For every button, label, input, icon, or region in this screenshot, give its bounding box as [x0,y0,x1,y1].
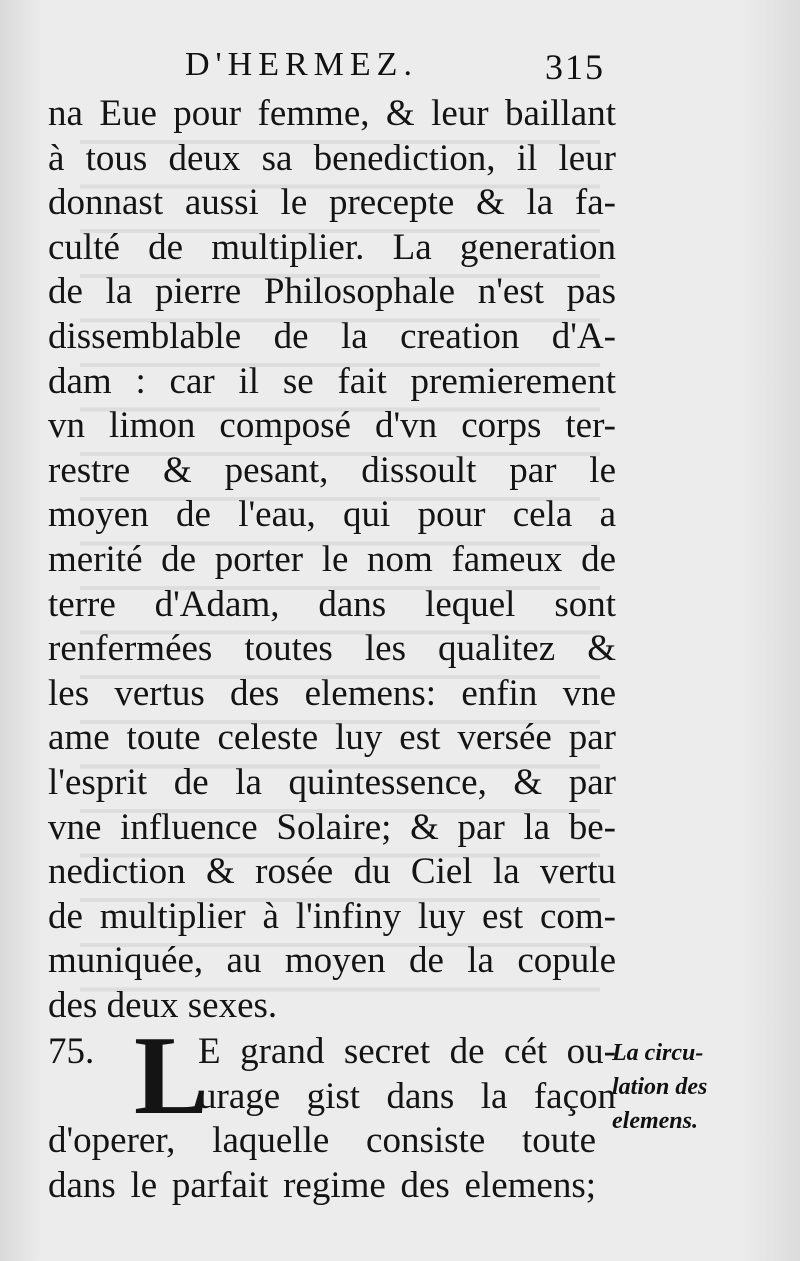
running-head [185,40,625,90]
text-line: renfermées toutes les qualitez & [48,628,616,670]
text-line: d'operer, laquelle consiste toute [48,1120,596,1162]
text-line: à tous deux sa benediction, il leur [48,137,616,179]
paragraph-number: 75. [48,1031,95,1072]
text-line: terre d'Adam, dans lequel sont [48,583,616,625]
body-text [48,92,616,1028]
drop-cap: L [134,1014,209,1138]
running-title: D'HERMEZ. [185,46,418,83]
text-line: na Eue pour femme, & leur baillant [48,93,616,134]
text-line: E grand secret de cét ou- [198,1031,616,1072]
text-line: des deux sexes. [48,984,278,1026]
text-line: dissemblable de la creation d'A- [48,315,616,357]
text-line: culté de multiplier. La generation [48,226,616,268]
text-line: dans le parfait regime des elemens; [48,1164,596,1206]
text-line: dam : car il se fait premierement [48,360,616,402]
text-line: urage gist dans la façon [198,1075,616,1117]
text-line: ame toute celeste luy est versée par [48,717,616,759]
text-line: moyen de l'eau, qui pour cela a [48,494,616,536]
text-line: nediction & rosée du Ciel la vertu [48,851,616,893]
margin-note-line: lation des [612,1074,708,1100]
margin-note-line: elemens. [612,1108,698,1134]
text-line: merité de porter le nom fameux de [48,538,616,580]
text-line: donnast aussi le precepte & la fa- [48,182,616,224]
text-line: vn limon composé d'vn corps ter- [48,405,616,447]
text-line: l'esprit de la quintessence, & par [48,761,616,803]
text-line: vne influence Solaire; & par la be- [48,806,616,848]
margin-note-line: La circu- [612,1040,704,1066]
margin-note [612,1036,762,1138]
text-line: de multiplier à l'infiny luy est com- [48,895,616,937]
text-line: les vertus des elemens: enfin vne [48,672,616,714]
page-number: 315 [545,47,605,87]
text-line: restre & pesant, dissoult par le [48,449,616,491]
text-line: muniquée, au moyen de la copule [48,940,616,982]
text-line: de la pierre Philosophale n'est pas [48,271,616,313]
